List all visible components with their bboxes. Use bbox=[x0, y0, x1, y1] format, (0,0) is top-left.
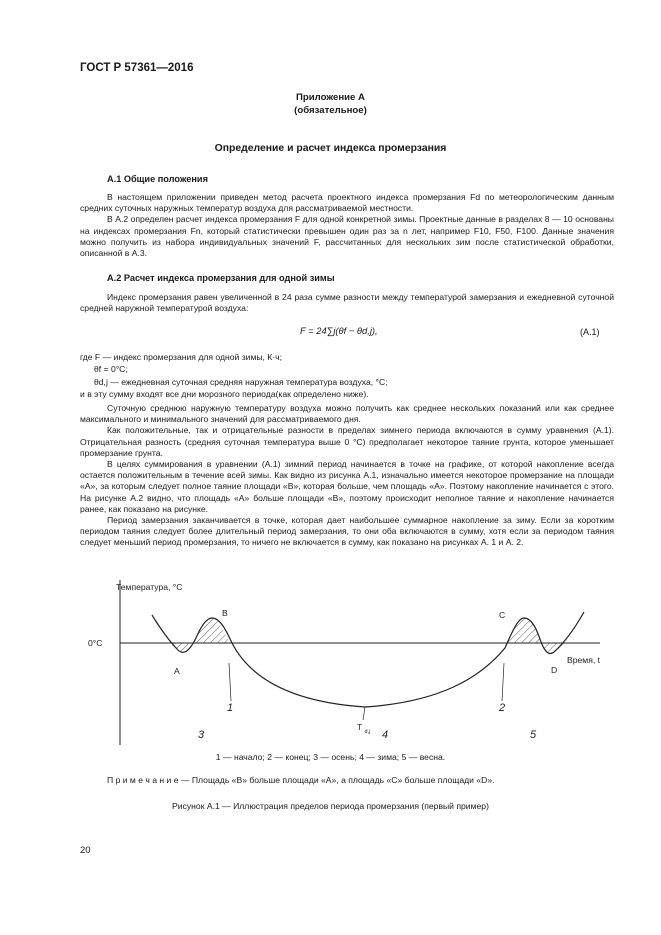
subsection-2-title: А.2 Расчет индекса промерзания для одной зимы bbox=[107, 273, 335, 283]
figure-legend: 1 — начало; 2 — конец; 3 — осень; 4 — зима; 5 — весна. bbox=[215, 752, 446, 762]
point-c-label: С bbox=[499, 610, 506, 620]
subsection-2-body bbox=[80, 403, 614, 549]
min-temp-subscript: d,j bbox=[364, 729, 371, 735]
paragraph-a2-4: В целях суммирования в уравнении (А.1) зимний период начинается в точке на графике, от которой накопление всегда остается положительным в течение всей зимы. Как видно из рисунка А.1, изначально имеется некоторое промерзание на площади «А», за которым следует полное таяние площади «В», которая больше, чем площадь «А». Поэтому накопление начинается с этого. На рисунке А.2 видно, что площадь «А» больше площади «В», поэтому происходит неполное таяние и накопление начинается ранее, как показано на рисунке. bbox=[80, 459, 614, 514]
equation-a1: F = 24∑j(θf − θd,j), bbox=[300, 325, 378, 336]
note-text: — Площадь «В» больше площади «А», а площадь «С» больше площади «D». bbox=[178, 775, 495, 785]
paragraph-a2-3: Как положительные, так и отрицательные разности в пределах зимнего периода включаются в сумму уравнения (А.1). Отрицательная разность (средняя суточная температура выше 0 °С) предполагает некоторое таяние грунта, которое уменьшает промерзание грунта. bbox=[80, 425, 614, 458]
paragraph-a2-1 bbox=[80, 292, 614, 314]
definition-theta-f: θf = 0°C; bbox=[94, 364, 128, 374]
point-a-label: А bbox=[174, 666, 180, 676]
annex-status: (обязательное) bbox=[294, 105, 367, 116]
freezing-period-figure bbox=[0, 570, 661, 750]
paragraph-a2-intro: Индекс промерзания равен увеличенной в 24 раза сумме разности между температурой замерзания и ежедневной суточной средней наружной температурой воздуха: bbox=[80, 292, 614, 314]
mark-3: 3 bbox=[198, 729, 205, 741]
point-b-label: В bbox=[222, 608, 228, 618]
min-temp-label bbox=[357, 722, 370, 735]
figure-caption: Рисунок А.1 — Иллюстрация пределов периода промерзания (первый пример) bbox=[172, 801, 489, 811]
note-label: П р и м е ч а н и е bbox=[107, 775, 179, 785]
leader-1 bbox=[229, 663, 231, 701]
annex-title: Приложение А bbox=[296, 92, 365, 103]
leader-2 bbox=[502, 663, 504, 701]
paragraph-a2-5: Период замерзания заканчивается в точке, которая дает наибольшее суммарное накопление за зиму. Если за коротким периодом таяния следует более длительный период замерзания, то они оба включаются в сумму, хотя если за периодом таяния следует меньший период промерзания, то ничего не включается в сумму, как показано на рисунках А. 1 и А. 2. bbox=[80, 515, 614, 548]
paragraph-a1-2: В А.2 определен расчет индекса промерзания F для одной конкретной зимы. Проектные данные в разделах 8 — 10 основаны на индексах промерзания Fn, который статистически превышен один раз за n лет, например F10, F50, F100. Данные значения можно получить из набора индивидуальных значений F, рассчитанных для нескольких зим после статистической обработки, описанной в А.3. bbox=[80, 214, 614, 259]
definition-sum-scope: и в эту сумму входят все дни морозного периода(как определено ниже). bbox=[80, 389, 369, 399]
subsection-1-body bbox=[80, 192, 614, 259]
zero-label: 0°C bbox=[88, 638, 103, 648]
x-axis-label: Время, t bbox=[567, 655, 601, 665]
min-temp-symbol: T bbox=[357, 722, 363, 732]
page-number: 20 bbox=[80, 845, 91, 856]
y-axis-label: Температура, °С bbox=[116, 582, 183, 592]
equation-number: (А.1) bbox=[580, 327, 600, 337]
leader-min bbox=[363, 707, 365, 720]
paragraph-a2-2: Суточную среднюю наружную температуру воздуха можно получить как среднее нескольких показаний или как среднее максимального и минимального значений для рассматриваемого дня. bbox=[80, 403, 614, 425]
where-line: где F — индекс промерзания для одной зимы, К·ч; bbox=[80, 352, 283, 362]
mark-1: 1 bbox=[227, 702, 234, 714]
mark-4: 4 bbox=[382, 729, 389, 741]
subsection-1-title: А.1 Общие положения bbox=[107, 174, 208, 184]
figure-note bbox=[107, 775, 495, 786]
point-d-label: D bbox=[551, 665, 558, 675]
definition-theta-d: θd,j — ежедневная суточная средняя наружная температура воздуха, °C; bbox=[94, 377, 388, 387]
paragraph-a1-1: В настоящем приложении приведен метод расчета проектного индекса промерзания Fd по метеорологическим данным средних суточных наружных температур воздуха для рассматриваемой местности. bbox=[80, 192, 614, 214]
mark-5: 5 bbox=[530, 729, 537, 741]
document-code: ГОСТ Р 57361—2016 bbox=[80, 62, 194, 74]
section-title: Определение и расчет индекса промерзания bbox=[214, 143, 447, 154]
mark-2: 2 bbox=[499, 702, 506, 714]
